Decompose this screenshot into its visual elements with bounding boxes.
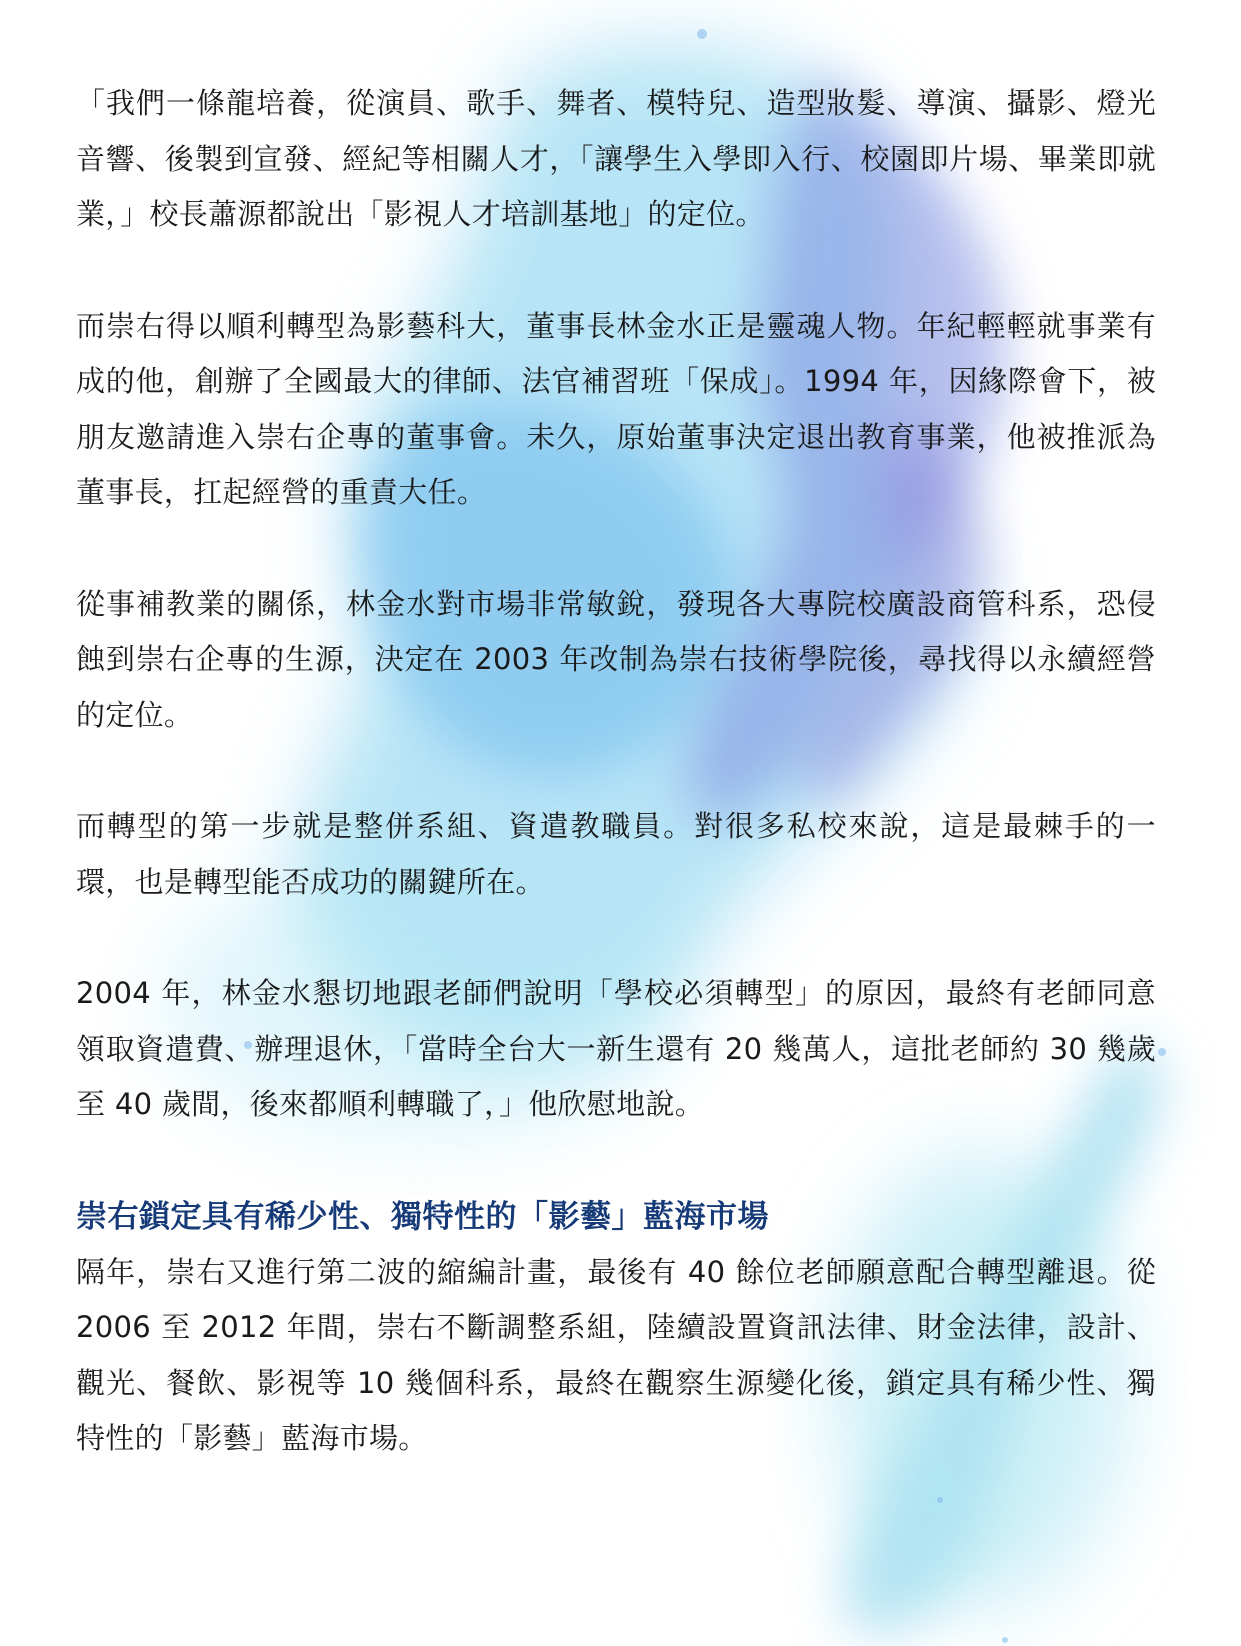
paragraph-director-quote: 「我們一條龍培養，從演員、歌手、舞者、模特兒、造型妝髮、導演、攝影、燈光音響、後製到宣發、經紀等相關人才，「讓學生入學即入行、校園即片場、畢業即就業，」校長蕭源都說出「影視人才培訓基地」的定位。 [76, 86, 1156, 231]
paragraph-second-wave: 隔年，崇右又進行第二波的縮編計畫，最後有 40 餘位老師願意配合轉型離退。從 2006 至 2012 年間，崇右不斷調整系組，陸續設置資訊法律、財金法律，設計、觀光、餐飲、影視等 10 幾個科系，最終在觀察生源變化後，鎖定具有稀少性、獨特性的「影藝」藍海市場。 [76, 1254, 1156, 1455]
paragraph-gap [76, 243, 1156, 299]
article-body [76, 76, 1156, 1467]
paragraph-gap [76, 521, 1156, 577]
paragraph-first-step: 而轉型的第一步就是整併系組、資遣教職員。對很多私校來說，這是最棘手的一環，也是轉型能否成功的關鍵所在。 [76, 809, 1156, 899]
section-heading: 崇右鎖定具有稀少性、獨特性的「影藝」藍海市場 [76, 1198, 769, 1235]
paragraph-gap [76, 910, 1156, 966]
paragraph-chairman-intro: 而崇右得以順利轉型為影藝科大，董事長林金水正是靈魂人物。年紀輕輕就事業有成的他，創辦了全國最大的律師、法官補習班「保成」。1994 年，因緣際會下，被朋友邀請進入崇右企專的董事會。未久，原始董事決定退出教育事業，他被推派為董事長，扛起經營的重責大任。 [76, 308, 1156, 509]
paragraph-gap [76, 1133, 1156, 1189]
paragraph-gap [76, 743, 1156, 799]
paragraph-2004-transition: 2004 年，林金水懇切地跟老師們說明「學校必須轉型」的原因，最終有老師同意領取資遣費、辦理退休，「當時全台大一新生還有 20 幾萬人，這批老師約 30 幾歲至 40 歲間，後來都順利轉職了，」他欣慰地說。 [76, 976, 1156, 1121]
paragraph-market-insight: 從事補教業的關係，林金水對市場非常敏銳，發現各大專院校廣設商管科系，恐侵蝕到崇右企專的生源，決定在 2003 年改制為崇右技術學院後，尋找得以永續經營的定位。 [76, 586, 1156, 732]
